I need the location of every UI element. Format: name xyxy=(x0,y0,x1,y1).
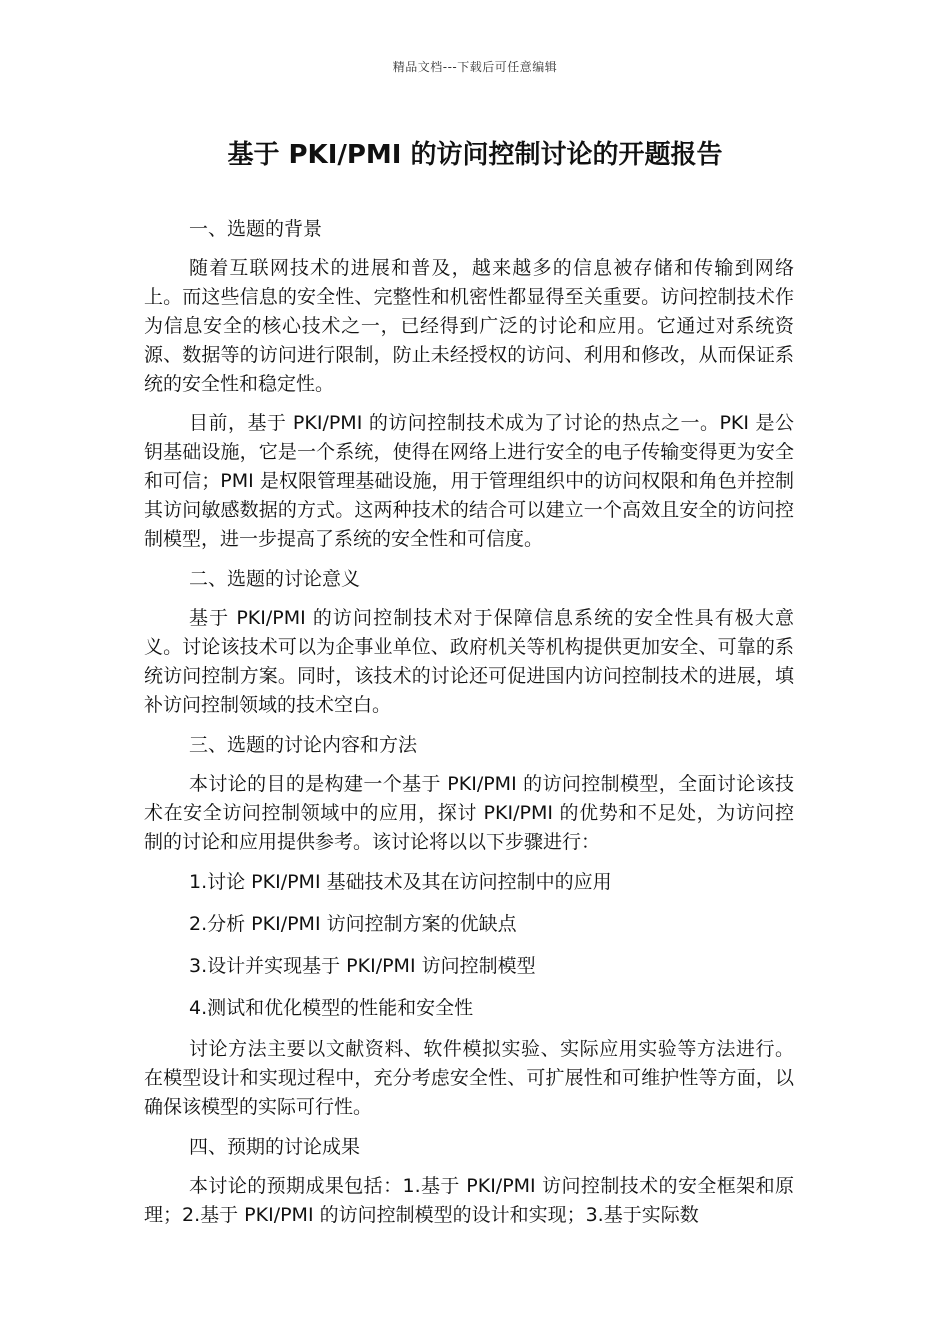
paragraph: 随着互联网技术的进展和普及，越来越多的信息被存储和传输到网络上。而这些信息的安全性、完整性和机密性都显得至关重要。访问控制技术作为信息安全的核心技术之一，已经得到广泛的讨论和应用。它通过对系统资源、数据等的访问进行限制，防止未经授权的访问、利用和修改，从而保证系统的安全性和稳定性。 xyxy=(144,257,794,395)
paragraph: 目前，基于 PKI/PMI 的访问控制技术成为了讨论的热点之一。PKI 是公钥基础设施，它是一个系统，使得在网络上进行安全的电子传输变得更为安全和可信；PMI 是权限管理基础设施，用于管理组织中的访问权限和角色并控制其访问敏感数据的方式。这两种技术的结合可以建立一个高效且安全的访问控制模型，进一步提高了系统的安全性和可信度。 xyxy=(144,412,794,550)
header-note: 精品文档---下载后可任意编辑 xyxy=(392,60,558,74)
section-heading-expected-results: 四、预期的讨论成果 xyxy=(189,1136,361,1158)
list-item: 4.测试和优化模型的性能和安全性 xyxy=(189,997,474,1019)
paragraph: 本讨论的预期成果包括：1.基于 PKI/PMI 访问控制技术的安全框架和原理；2.基于 PKI/PMI 的访问控制模型的设计和实现；3.基于实际数 xyxy=(144,1175,794,1226)
section-heading-content-methods: 三、选题的讨论内容和方法 xyxy=(189,734,418,756)
list-item: 1.讨论 PKI/PMI 基础技术及其在访问控制中的应用 xyxy=(189,871,612,893)
paragraph: 本讨论的目的是构建一个基于 PKI/PMI 的访问控制模型，全面讨论该技术在安全访问控制领域中的应用，探讨 PKI/PMI 的优势和不足处，为访问控制的讨论和应用提供参考。该讨论将以以下步骤进行： xyxy=(144,773,794,853)
section-heading-background: 一、选题的背景 xyxy=(189,218,323,240)
document-body xyxy=(144,214,794,1240)
document-title: 基于 PKI/PMI 的访问控制讨论的开题报告 xyxy=(227,140,723,170)
paragraph: 基于 PKI/PMI 的访问控制技术对于保障信息系统的安全性具有极大意义。讨论该技术可以为企事业单位、政府机关等机构提供更加安全、可靠的系统访问控制方案。同时，该技术的讨论还可促进国内访问控制技术的进展，填补访问控制领域的技术空白。 xyxy=(144,607,794,716)
paragraph: 讨论方法主要以文献资料、软件模拟实验、实际应用实验等方法进行。在模型设计和实现过程中，充分考虑安全性、可扩展性和可维护性等方面，以确保该模型的实际可行性。 xyxy=(144,1038,794,1118)
section-heading-significance: 二、选题的讨论意义 xyxy=(189,568,361,590)
list-item: 3.设计并实现基于 PKI/PMI 访问控制模型 xyxy=(189,955,536,977)
list-item: 2.分析 PKI/PMI 访问控制方案的优缺点 xyxy=(189,913,517,935)
